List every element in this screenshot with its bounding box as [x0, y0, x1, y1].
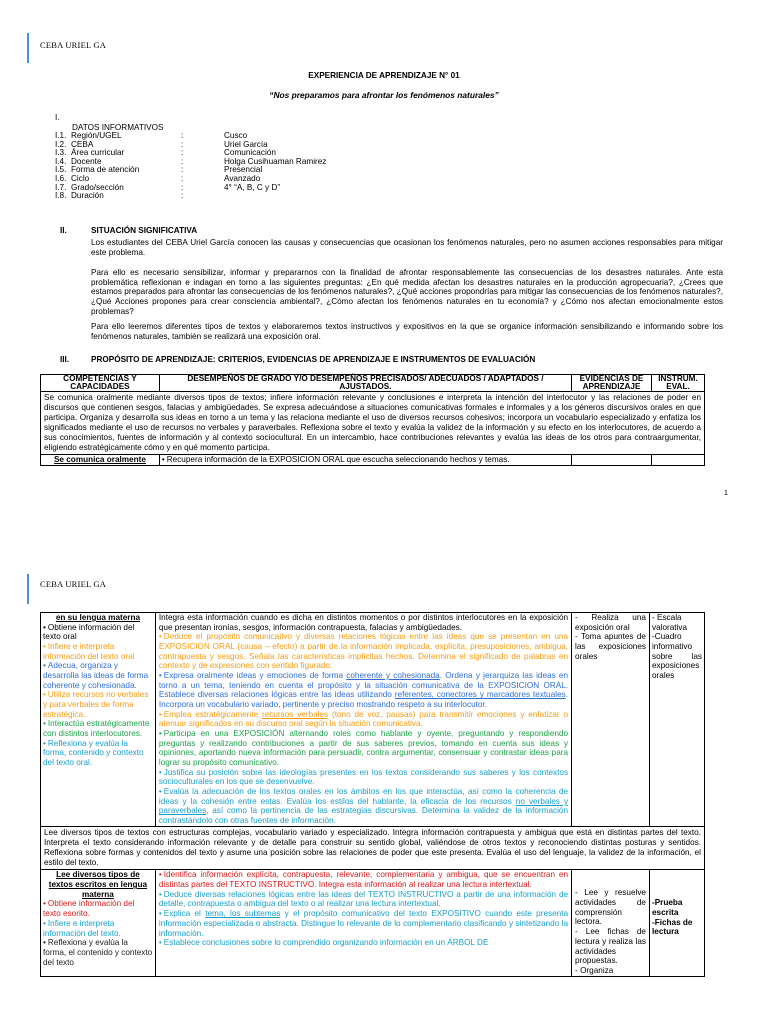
datos-row: I.8. Duración : — [55, 191, 184, 201]
document-title: EXPERIENCIA DE APRENDIZAJE N° 01 — [308, 71, 460, 80]
datos-row: I.1. Región/UGEL : Cusco — [55, 131, 248, 140]
lee-competency-description: Lee diversos tipos de textos con estructuras complejas, vocabulario variado y especializado. Integra información contrapuesta y ambigua que está en distintas partes del texto. Interpreta el texto considerando información relevante y de detalle para construir su sentido global, valiéndose de otros textos y reconociendo distintas posturas y sentidos. Reflexiona sobre formas y contenidos del texto y asume una posición sobre las relaciones de poder que este presenta. Evalúa el uso del lenguaje, la validez de la información, el estilo del texto. — [41, 826, 705, 870]
desempeno-deduce-lectura: • Deduce diversas relaciones lógicas entre las ideas del TEXTO INSTRUCTIVO a partir de una información de detalle, contrapuesta o ambigua del texto o al realizar una lectura intertextual. — [159, 890, 568, 909]
header-school-name: CEBA URIEL GA — [40, 579, 107, 589]
datos-row: I.7. Grado/sección : 4° “A, B, C y D” — [55, 182, 281, 192]
proposito-table-header — [40, 374, 705, 466]
capacity-item: • Utiliza recursos no verbales y para verbales de forma estratégica. — [43, 690, 153, 719]
oral-desempeno-first: • Recupera información de la EXPOSICION ORAL que escucha seleccionando hechos y temas. — [159, 455, 571, 466]
oral-evidencia-cell — [572, 455, 652, 466]
instrumento-item: - Escala valorativa — [651, 613, 688, 632]
instrumento-item: -Cuadro informativo sobre las exposiciones orales — [651, 632, 702, 681]
capacity-item: • Adecua, organiza y desarrolla las ideas de forma coherente y cohesionada. — [43, 661, 153, 690]
capacity-item: • Infiere e interpreta información del texto oral — [43, 642, 153, 661]
datos-row: I.6. Ciclo : Avanzado — [55, 173, 261, 183]
desempeno-participa: • Participa en una EXPOSICIÓN alternando roles como hablante y oyente, preguntando y respondiendo preguntas y realizando contribuciones a partir de sus saberes previos, tomando en cuenta sus ideas y opiniones, aportando nueva información para persuadir, contra argumentar, consensuar y contrastar ideas para lograr su propósito comunicativo. — [159, 729, 568, 768]
oral-capacities-cell — [41, 613, 156, 827]
datos-row: I.5. Forma de atención : Presencial — [55, 165, 263, 175]
capacity-item: • Interactúa estratégicamente con distintos interlocutores. — [43, 719, 153, 738]
evidencia-item: - Toma apuntes de las exposiciones orales — [575, 632, 646, 661]
evidencia-item: - Organiza — [575, 965, 614, 975]
desempeno-explica: • Explica el tema, los subtemas y el propósito comunicativo del texto EXPOSITIVO cuando este presenta información especializada o abstracta. Distingue lo relevante de lo complementario clasificando y sintetizando la información. — [159, 909, 568, 938]
col-header-desempenos: DESEMPEÑOS DE GRADO Y/O DESEMPEÑOS PRECISADOS/ ADECUADOS / ADAPTADOS / AJUSTADOS. — [159, 375, 571, 392]
capacity-item: • Obtiene información del texto oral — [43, 623, 153, 642]
lee-instrumentos-cell — [649, 870, 704, 976]
page-gap — [0, 522, 768, 572]
oral-evidencias-cell — [572, 613, 650, 827]
oral-competency-continued: en su lengua materna — [55, 613, 141, 622]
page-2 — [0, 572, 768, 1024]
oral-instrumentos-cell — [649, 613, 704, 827]
col-header-competencias: COMPETENCIAS Y CAPACIDADES — [41, 375, 160, 392]
desempeno-justifica: • Justifica su posición sobre las ideologías presentes en los textos considerando sus saberes y los contextos socioculturales en los que se desenvuelve. — [159, 768, 568, 787]
section-3-number: III. — [60, 355, 70, 364]
section-1-heading: DATOS INFORMATIVOS — [72, 123, 164, 132]
desempeno-emplea: • Emplea estratégicamente recursos verbales (tono de voz, pausas) para transmitir emociones y enfatizar o atenuar significados en su discurso oral según la situación comunicativa. — [159, 710, 568, 729]
lee-competency-name: Lee diversos tipos de textos escritos en lengua materna — [48, 870, 148, 899]
desempeno-identifica: • Identifica información explícita, contrapuesta, relevante, complementaria y ambigua, que se encuentran en distintas partes del TEXTO INSTRUCTIVO. Integra esta información al realizar una lectura intertextual. — [159, 870, 568, 889]
oral-desempenos-cell — [155, 613, 571, 827]
oral-instrumento-cell — [652, 455, 705, 466]
situacion-paragraph-1: Los estudiantes del CEBA Uriel García conocen las causas y consecuencias que ocasionan los fenómenos naturales, pero no asumen acciones responsables para mitigar este problema. — [91, 238, 723, 257]
lee-desempenos-cell — [155, 870, 571, 976]
desempeno-expresa: • Expresa oralmente ideas y emociones de forma coherente y cohesionada. Ordena y jerarquiza las ideas en torno a un tema, teniendo en cuenta el propósito y la situación comunicativa de la EXPOSICION ORAL. Establece diversas relaciones lógicas entre las ideas utilizando referentes, conectores y marcadores textuales. Incorpora un vocabulario variado, pertinente y preciso mostrando respeto a su interlocutor. — [159, 671, 568, 710]
section-1-number: I. — [55, 113, 60, 122]
situacion-paragraph-3: Para ello leeremos diferentes tipos de textos y elaboraremos textos instructivos y expositivos en la que se organice información sensibilizando e informando sobre los fenómenos naturales, también se realizará una exposición oral. — [91, 322, 723, 341]
instrumento-item: -Fichas de lectura — [651, 917, 693, 937]
page-number: 1 — [723, 488, 728, 497]
header-school-name: CEBA URIEL GA — [40, 40, 107, 50]
datos-row: I.3. Área curricular : Comunicación — [55, 148, 276, 158]
evidencia-item: - Lee fichas de lectura y realiza las actividades propuestas. — [575, 927, 646, 966]
document-subtitle: “Nos preparamos para afrontar los fenómenos naturales” — [269, 90, 499, 100]
capacity-item: • Infiere e interpreta información del texto. — [43, 919, 153, 938]
section-2-heading: SITUACIÓN SIGNIFICATIVA — [91, 226, 198, 235]
section-2-number: II. — [60, 226, 67, 235]
datos-row: I.2. CEBA : Uriel García — [55, 139, 268, 149]
oral-competency-description: Se comunica oralmente mediante diversos tipos de textos; infiere información relevante y conclusiones e interpreta la intención del interlocutor y las relaciones de poder en discursos que contienen sesgos, falacias y ambigüedades. Se expresa adecuándose a situaciones comunicativas formales e informales y a los géneros discursivos orales en que participa. Organiza y desarrolla sus ideas en torno a un tema y las relaciona mediante el uso de diversos recursos cohesivos; incorpora un vocabulario especializado y enfatiza los significados mediante el uso de recursos no verbales y paraverbales. Reflexiona sobre el texto y evalúa la validez de la información y su efecto en los interlocutores, de acuerdo a sus conocimientos, fuentes de información y al contexto sociocultural. En un intercambio, hace contribuciones relevantes y evalúa las ideas de los otros para contraargumentar, eligiendo estratégicamente cómo y en qué momento participa. — [41, 392, 705, 455]
header-accent-bar — [27, 574, 29, 604]
situacion-paragraph-2: Para ello es necesario sensibilizar, informar y prepararnos con la finalidad de afrontar responsablemente las consecuencias de los desastres naturales. Ante esta problemática reflexionan e indagan en torno a las siguientes preguntas: ¿En qué medida afectan los desastres naturales en la producción agropecuaria?, ¿Crees que estamos preparados para afrontar las consecuencias de los fenómenos naturales?, ¿Qué acciones propondrías para mitigar las consecuencias de los fenómenos naturales?, ¿Qué Acciones propones para crear consciencia ambiental?, ¿Cómo afectan los fenómenos naturales en tu economía? y ¿Cómo nos afectan emocionalmente estos problemas? — [91, 268, 723, 316]
capacity-item: • Reflexiona y evalúa la forma, contenido y contexto del texto oral. — [43, 739, 153, 768]
capacity-item: • Obtiene información del texto esorito. — [43, 899, 153, 918]
datos-row: I.4. Docente : Holga Cusihuaman Ramirez — [55, 156, 327, 166]
desempeno-integra: Integra esta información cuando es dicha en distintos momentos o por distintos interlocutores en la exposición que presentan ironías, sesgos, información contrapuesta, falacias y ambigüedades. — [158, 613, 569, 632]
desempeno-evalua: • Evalúa la adecuación de los textos orales en los ámbitos en los que interactúa, así como la coherencia de ideas y la cohesión entre estas. Evalúa los estilos del hablante, la eficacia de los recursos no verbales y paraverbales, así como la pertinencia de las estrategias discursivas. Determina la validez de la información contrastándolo con otras fuentes de información. — [159, 787, 568, 826]
lee-evidencias-cell — [572, 870, 650, 976]
capacity-item: • Reflexiona y evalúa la forma, el contenido y contexto del texto — [43, 938, 153, 967]
proposito-table-continued — [40, 612, 705, 977]
evidencia-item: - Lee y resuelve actividades de comprensión lectora. — [575, 888, 646, 927]
col-header-instrumentos: INSTRUM. EVAL. — [652, 375, 705, 392]
section-3-heading: PROPÓSITO DE APRENDIZAJE: CRITERIOS, EVIDENCIAS DE APRENDIZAJE E INSTRUMENTOS DE EVALUACIÓN — [91, 355, 536, 364]
evidencia-item: - Realiza una exposición oral — [575, 613, 646, 632]
desempeno-establece: • Establece conclusiones sobre lo comprendido organizando información en un ÁRBOL DE — [159, 938, 568, 948]
col-header-evidencias: EVIDENCIAS DE APRENDIZAJE — [572, 375, 652, 392]
header-accent-bar — [27, 33, 29, 63]
datos-informativos-list — [55, 132, 326, 201]
oral-competency-name: Se comunica oralmente — [41, 455, 160, 466]
lee-capacities-cell — [41, 870, 156, 976]
instrumento-item: -Prueba escrita — [651, 898, 683, 918]
desempeno-deduce: • Deduce el propósito comunicativo y diversas relaciones lógicas entre las ideas que se presentan en una EXPOSICION ORAL (causa – efecto) a partir de la información implicada, explícita, presuposiciones, ambigua, contrapuesta y sesgos. Señala las características implícitas hechos. Determina el significado de palabras en contexto y de expresiones con sentido figurado. — [159, 632, 568, 671]
